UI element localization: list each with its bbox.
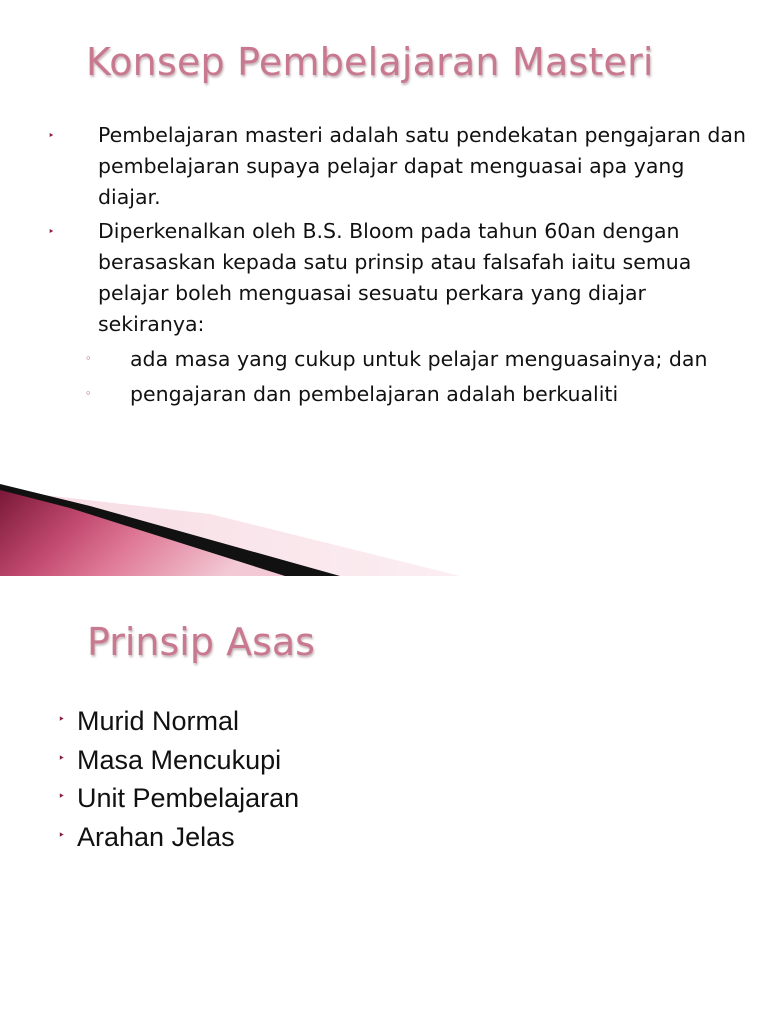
bullet-text: Arahan Jelas: [77, 821, 235, 852]
bullet-text: Unit Pembelajaran: [77, 783, 300, 813]
sub-bullet-list: [85, 344, 748, 409]
triangle-right-bullet-icon: ‣: [58, 789, 66, 803]
slide-title: Prinsip Asas: [87, 620, 315, 664]
triangle-right-bullet-icon: ‣: [58, 827, 66, 842]
bullet-item: [58, 779, 299, 818]
slide-title: Konsep Pembelajaran Masteri: [86, 40, 654, 84]
bullet-text: Diperkenalkan oleh B.S. Bloom pada tahun 60an dengan berasaskan kepada satu prinsip atau falsafah iaitu semua pelajar boleh menguasai sesuatu perkara yang diajar sekiranya:: [98, 219, 692, 336]
bullet-item: [48, 216, 748, 409]
bullet-text: Murid Normal: [77, 706, 240, 736]
bullet-item: [48, 120, 748, 213]
bullet-item: [58, 741, 299, 780]
bullet-item: [58, 702, 299, 741]
bullet-text: Masa Mencukupi: [77, 744, 282, 775]
sub-bullet-item: [48, 379, 748, 409]
decorative-swoosh: [0, 476, 460, 576]
triangle-right-bullet-icon: ‣: [48, 225, 55, 238]
bullet-list: [58, 702, 299, 856]
bullet-list: [48, 120, 748, 414]
sub-bullet-item: [48, 344, 748, 374]
ring-bullet-icon: ◦: [85, 387, 92, 400]
triangle-right-bullet-icon: ‣: [58, 712, 66, 726]
triangle-right-bullet-icon: ‣: [58, 750, 66, 765]
triangle-right-bullet-icon: ‣: [48, 129, 55, 142]
bullet-item: [58, 818, 299, 857]
ring-bullet-icon: ◦: [85, 352, 92, 365]
bullet-text: Pembelajaran masteri adalah satu pendekatan pengajaran dan pembelajaran supaya pelajar dapat menguasai apa yang diajar.: [98, 123, 746, 209]
sub-bullet-text: pengajaran dan pembelajaran adalah berkualiti: [130, 382, 619, 406]
sub-bullet-text: ada masa yang cukup untuk pelajar menguasainya; dan: [130, 347, 708, 371]
slide-prinsip-asas: [0, 576, 768, 1024]
